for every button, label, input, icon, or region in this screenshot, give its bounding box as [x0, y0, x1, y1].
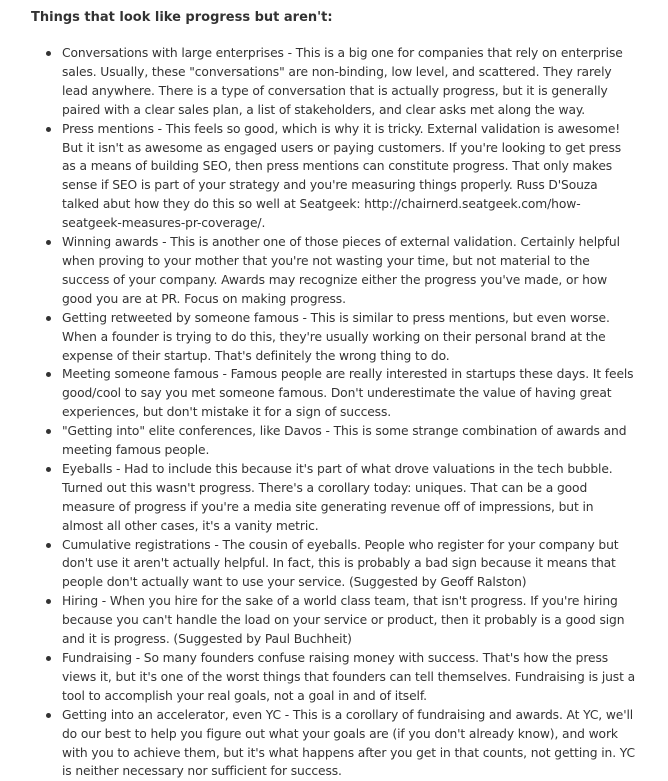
list-item-text: Getting retweeted by someone famous - This is similar to press mentions, but even worse. When a founder is trying to do this, they're usually working on their personal brand at the expense of their startup. That's definitely the wrong thing to do. — [62, 310, 610, 363]
bullet-icon — [46, 543, 51, 548]
list-item — [31, 309, 637, 366]
list-item — [31, 706, 637, 781]
bullet-icon — [46, 656, 51, 661]
list-item — [31, 649, 637, 706]
bullet-icon — [46, 599, 51, 604]
list-item — [31, 536, 637, 593]
bullet-icon — [46, 127, 51, 132]
list-item — [31, 233, 637, 309]
bullet-icon — [46, 713, 51, 718]
list-item-text: Eyeballs - Had to include this because it's part of what drove valuations in the tech bubble. Turned out this wasn't progress. There's a corollary today: uniques. That can be a good measure of progress if you're a media site generating revenue off of impressions, but in almost all other cases, it's a vanity metric. — [62, 461, 613, 533]
list-item-text: Meeting someone famous - Famous people are really interested in startups these days. It feels good/cool to say you met someone famous. Don't underestimate the value of having great experiences, but don't mistake it for a sign of success. — [62, 367, 634, 420]
list-item — [31, 422, 637, 460]
bullet-icon — [46, 429, 51, 434]
section-heading: Things that look like progress but aren't: — [31, 10, 333, 25]
list-item — [31, 120, 637, 233]
list-item — [31, 365, 637, 422]
list-item-text: Winning awards - This is another one of those pieces of external validation. Certainly helpful when proving to your mother that you're not wasting your time, but not material to the success of your company. Awards may recognize either the progress you've made, or how good you are at PR. Focus on making progress. — [62, 235, 620, 306]
list-item-text: Fundraising - So many founders confuse raising money with success. That's how the press views it, but it's one of the worst things that founders can tell themselves. Fundraising is just a tool to accomplish your real goals, not a goal in and of itself. — [62, 651, 635, 703]
bullet-icon — [46, 372, 51, 377]
bullet-icon — [46, 240, 51, 245]
list-item-text: Conversations with large enterprises - This is a big one for companies that rely on enterprise sales. Usually, these "conversations" are non-binding, low level, and scattered. They rarely lead anywhere. There is a type of conversation that is actually progress, but it is generally paired with a clear sales plan, a list of stakeholders, and clear asks met along the way. — [62, 46, 623, 117]
list-item — [31, 44, 637, 120]
list-item — [31, 460, 637, 536]
bullet-icon — [46, 51, 51, 56]
progress-list — [31, 44, 637, 781]
list-item-text: Cumulative registrations - The cousin of eyeballs. People who register for your company but don't use it aren't actually helpful. In fact, this is probably a bad sign because it means that people don't actually want to use your service. (Suggested by Geoff Ralston) — [62, 537, 619, 590]
list-item — [31, 592, 637, 649]
bullet-icon — [46, 467, 51, 472]
list-item-text: Getting into an accelerator, even YC - This is a corollary of fundraising and awards. At YC, we'll do our best to help you figure out what your goals are (if you don't already know), and work with you to achieve them, but it's what happens after you get in that counts, not getting in. YC is neither necessary nor sufficient for success. — [62, 707, 635, 779]
list-item-text: Press mentions - This feels so good, which is why it is tricky. External validation is awesome! But it isn't as awesome as engaged users or paying customers. If you're looking to get press as a means of building SEO, then press mentions can constitute progress. That only makes sense if SEO is part of your strategy and you're measuring things properly. Russ D'Souza talked abut how they do this so well at Seatgeek: http://chairnerd.seatgeek.com/how-seatgeek-measures-pr-coverage/. — [62, 121, 622, 231]
list-item-text: Hiring - When you hire for the sake of a world class team, that isn't progress. If you're hiring because you can't handle the load on your service or product, then it probably is a good sign and it is progress. (Suggested by Paul Buchheit) — [62, 594, 625, 647]
list-item-text: "Getting into" elite conferences, like Davos - This is some strange combination of awards and meeting famous people. — [62, 424, 627, 458]
bullet-icon — [46, 316, 51, 321]
